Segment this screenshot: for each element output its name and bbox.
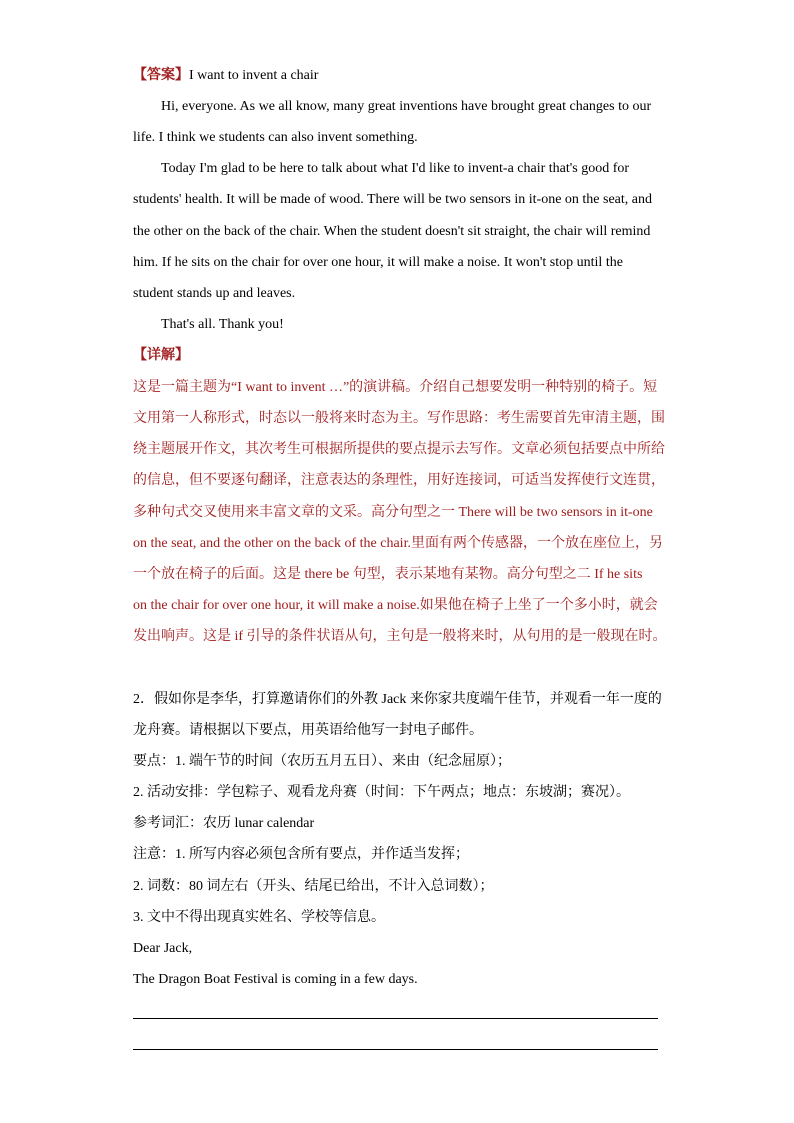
- essay-line: Today I'm glad to be here to talk about what I'd like to invent-a chair that's good for: [161, 161, 630, 176]
- question-line: 3. 文中不得出现真实姓名、学校等信息。: [133, 910, 385, 925]
- question-line: 参考词汇：农历 lunar calendar: [133, 816, 315, 831]
- detail-line: on the chair for over one hour, it will make a noise.如果他在椅子上坐了一个多小时，就会: [133, 598, 658, 613]
- question-line: 要点：1. 端午节的时间（农历五月五日）、来由（纪念屈原）；: [133, 754, 511, 769]
- detail-line: 这是一篇主题为“I want to invent …”的演讲稿。介绍自己想要发明一种特别的椅子。短: [133, 380, 658, 395]
- essay-line: Hi, everyone. As we all know, many great inventions have brought great changes to our: [161, 99, 652, 114]
- answer-heading: [133, 67, 318, 85]
- essay-title: I want to invent a chair: [189, 68, 319, 83]
- detail-line: 发出响声。这是 if 引导的条件状语从句，主句是一般将来时，从句用的是一般现在时。: [133, 629, 667, 644]
- question-line: 注意：1. 所写内容必须包含所有要点，并作适当发挥；: [133, 847, 469, 862]
- detail-line: on the seat, and the other on the back of the chair.里面有两个传感器，一个放在座位上，另: [133, 536, 663, 551]
- essay-line: students' health. It will be made of wood. There will be two sensors in it-one on the seat, and: [133, 192, 652, 207]
- answer-blank-line: [133, 1018, 658, 1019]
- detail-line: 多种句式交叉使用来丰富文章的文采。高分句型之一 There will be two sensors in it-one: [133, 505, 653, 520]
- detail-line: 的信息，但不要逐句翻译，注意表达的条理性，用好连接词，可适当发挥使行文连贯，: [133, 473, 665, 488]
- essay-line: him. If he sits on the chair for over one hour, it will make a noise. It won't stop until the: [133, 255, 623, 270]
- question-line: 龙舟赛。请根据以下要点，用英语给他写一封电子邮件。: [133, 723, 483, 738]
- detail-tag: 【详解】: [133, 348, 189, 363]
- question-line: 2. 活动安排：学包粽子、观看龙舟赛（时间：下午两点；地点：东坡湖；赛况）。: [133, 785, 630, 800]
- essay-line: That's all. Thank you!: [161, 317, 284, 332]
- essay-line: student stands up and leaves.: [133, 286, 296, 301]
- letter-opening-line: The Dragon Boat Festival is coming in a few days.: [133, 972, 418, 987]
- letter-salutation: Dear Jack,: [133, 941, 193, 956]
- detail-line: 文用第一人称形式，时态以一般将来时态为主。写作思路：考生需要首先审清主题，围: [133, 411, 665, 426]
- answer-tag: 【答案】: [133, 68, 189, 83]
- essay-line: life. I think we students can also invent something.: [133, 130, 418, 145]
- essay-line: the other on the back of the chair. When the student doesn't sit straight, the chair will remind: [133, 224, 651, 239]
- question-line: 2．假如你是李华，打算邀请你们的外教 Jack 来你家共度端午佳节，并观看一年一度的: [133, 692, 662, 707]
- detail-line: 绕主题展开作文，其次考生可根据所提供的要点提示去写作。文章必须包括要点中所给: [133, 442, 665, 457]
- question-line: 2. 词数：80 词左右（开头、结尾已给出，不计入总词数）；: [133, 879, 494, 894]
- answer-blank-line: [133, 1049, 658, 1050]
- detail-line: 一个放在椅子的后面。这是 there be 句型，表示某地有某物。高分句型之二 If he sits: [133, 567, 643, 582]
